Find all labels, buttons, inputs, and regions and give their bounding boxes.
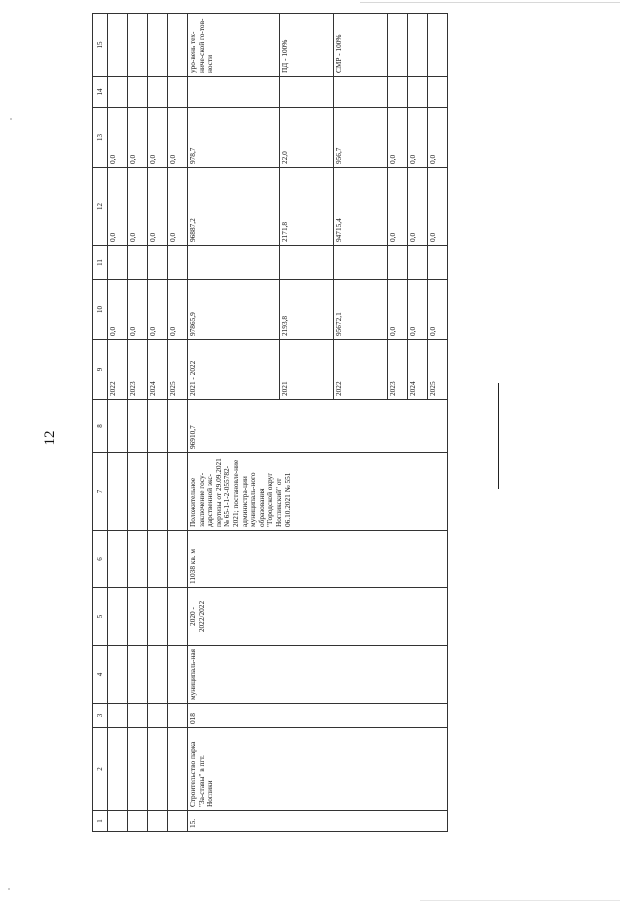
table-row [148, 14, 168, 832]
empty-cell [148, 588, 168, 646]
top-rule [360, 2, 620, 3]
value-cell: 0,0 [408, 108, 428, 168]
value-cell: 978,7 [188, 108, 280, 168]
value-cell: 97865,9 [188, 280, 280, 340]
stage-cell: СМР - 100% [334, 14, 388, 77]
table-row [188, 14, 280, 832]
empty-cell [188, 77, 280, 108]
empty-cell [108, 77, 128, 108]
empty-cell [168, 14, 188, 77]
column-number-3: 3 [93, 704, 108, 728]
column-number-row [93, 14, 108, 832]
table-sheet [92, 14, 437, 832]
year-cell: 2024 [408, 340, 428, 400]
column-number-13: 13 [93, 108, 108, 168]
empty-cell [168, 531, 188, 588]
empty-cell [128, 400, 148, 453]
empty-cell [148, 811, 168, 832]
empty-cell [334, 77, 388, 108]
empty-cell [148, 400, 168, 453]
empty-cell [148, 704, 168, 728]
scan-speck [8, 888, 10, 890]
value-cell: 0,0 [388, 168, 408, 246]
empty-cell [108, 811, 128, 832]
empty-cell [148, 728, 168, 811]
empty-cell [128, 246, 148, 280]
empty-cell [428, 77, 448, 108]
empty-cell [168, 811, 188, 832]
value-cell: 0,0 [408, 168, 428, 246]
value-cell: 2171,8 [280, 168, 334, 246]
value-cell: 0,0 [388, 108, 408, 168]
value-cell: 0,0 [128, 168, 148, 246]
value-cell: 0,0 [128, 108, 148, 168]
empty-cell [128, 588, 148, 646]
empty-cell [108, 531, 128, 588]
empty-cell [280, 246, 334, 280]
scan-speck [10, 118, 12, 120]
column-number-2: 2 [93, 728, 108, 811]
column-number-10: 10 [93, 280, 108, 340]
column-number-7: 7 [93, 453, 108, 531]
empty-cell [188, 246, 280, 280]
column-number-14: 14 [93, 77, 108, 108]
value-cell: 22,0 [280, 108, 334, 168]
empty-cell [168, 728, 188, 811]
empty-cell [168, 453, 188, 531]
empty-cell [334, 246, 388, 280]
table-row [128, 14, 148, 832]
empty-cell [128, 14, 148, 77]
column-number-8: 8 [93, 400, 108, 453]
empty-cell [108, 704, 128, 728]
column-number-1: 1 [93, 811, 108, 832]
empty-cell [128, 453, 148, 531]
empty-cell [128, 811, 148, 832]
documents-cell: Положительное заключение госу-дарственной экс-пертизы от 29.09.2021 № 65-1-1-2-055782-2021; постановле-ние администра-ции муниципаль-ного образования "Городской округ Ногликский" от 06.10.2021 № 551 [188, 453, 448, 531]
column-number-6: 6 [93, 531, 108, 588]
column-number-11: 11 [93, 246, 108, 280]
object-name: Строительство парка "За-ставы" в пгт. Ноглики [188, 728, 448, 811]
margin-rule [498, 383, 499, 489]
item-number: 15. [188, 811, 448, 832]
empty-cell [388, 246, 408, 280]
value-cell: 0,0 [108, 108, 128, 168]
value-cell: 0,0 [428, 168, 448, 246]
empty-cell [128, 77, 148, 108]
column-number-15: 15 [93, 14, 108, 77]
value-cell: 96887,2 [188, 168, 280, 246]
empty-cell [388, 77, 408, 108]
year-cell: 2022 [334, 340, 388, 400]
value-cell: 0,0 [168, 108, 188, 168]
empty-cell [168, 246, 188, 280]
table-row [108, 14, 128, 832]
empty-cell [108, 453, 128, 531]
year-cell: 2023 [128, 340, 148, 400]
value-cell: 0,0 [148, 168, 168, 246]
year-cell: 2023 [388, 340, 408, 400]
empty-cell [148, 14, 168, 77]
year-cell: 2022 [108, 340, 128, 400]
year-cell: 2025 [168, 340, 188, 400]
period-cell: 2020 - 2022/2022 [188, 588, 448, 646]
value-cell: 956,7 [334, 108, 388, 168]
empty-cell [280, 77, 334, 108]
empty-cell [108, 646, 128, 704]
value-cell: 0,0 [408, 280, 428, 340]
empty-cell [408, 246, 428, 280]
year-cell: 2025 [428, 340, 448, 400]
empty-cell [148, 531, 168, 588]
empty-cell [128, 646, 148, 704]
value-cell: 0,0 [428, 108, 448, 168]
empty-cell [108, 400, 128, 453]
empty-cell [128, 531, 148, 588]
empty-cell [168, 704, 188, 728]
empty-cell [108, 246, 128, 280]
stage-cell [408, 14, 428, 77]
value-cell: 95672,1 [334, 280, 388, 340]
empty-cell [168, 588, 188, 646]
empty-cell [168, 77, 188, 108]
stage-cell [428, 14, 448, 77]
code-cell: 018 [188, 704, 448, 728]
rotated-table-frame [92, 14, 437, 832]
year-range-cell: 2021 - 2022 [188, 340, 280, 400]
estimate-cell: 96910,7 [188, 400, 448, 453]
stage-cell: ПД - 100% [280, 14, 334, 77]
value-cell: 0,0 [388, 280, 408, 340]
bottom-rule [420, 900, 620, 901]
page-number: 12 [42, 430, 58, 446]
empty-cell [128, 728, 148, 811]
empty-cell [108, 14, 128, 77]
capacity-cell: 11038 кв. м [188, 531, 448, 588]
year-cell: 2024 [148, 340, 168, 400]
column-number-5: 5 [93, 588, 108, 646]
value-cell: 0,0 [148, 280, 168, 340]
investment-table [92, 13, 448, 832]
value-cell: 94715,4 [334, 168, 388, 246]
value-cell: 0,0 [428, 280, 448, 340]
empty-cell [148, 77, 168, 108]
stage-cell [388, 14, 408, 77]
empty-cell [108, 728, 128, 811]
value-cell: 2193,8 [280, 280, 334, 340]
ownership-cell: муниципаль-ная [188, 646, 448, 704]
empty-cell [408, 77, 428, 108]
empty-cell [148, 246, 168, 280]
value-cell: 0,0 [168, 280, 188, 340]
column-number-4: 4 [93, 646, 108, 704]
table-row [168, 14, 188, 832]
empty-cell [168, 646, 188, 704]
column-number-9: 9 [93, 340, 108, 400]
value-cell: 0,0 [108, 168, 128, 246]
year-cell: 2021 [280, 340, 334, 400]
column-number-12: 12 [93, 168, 108, 246]
value-cell: 0,0 [168, 168, 188, 246]
value-cell: 0,0 [148, 108, 168, 168]
empty-cell [148, 453, 168, 531]
empty-cell [128, 704, 148, 728]
empty-cell [108, 588, 128, 646]
value-cell: 0,0 [128, 280, 148, 340]
empty-cell [428, 246, 448, 280]
empty-cell [148, 646, 168, 704]
readiness-label: уро-вень тех-ниче-ской го-тов-ности [188, 14, 280, 77]
value-cell: 0,0 [108, 280, 128, 340]
empty-cell [168, 400, 188, 453]
